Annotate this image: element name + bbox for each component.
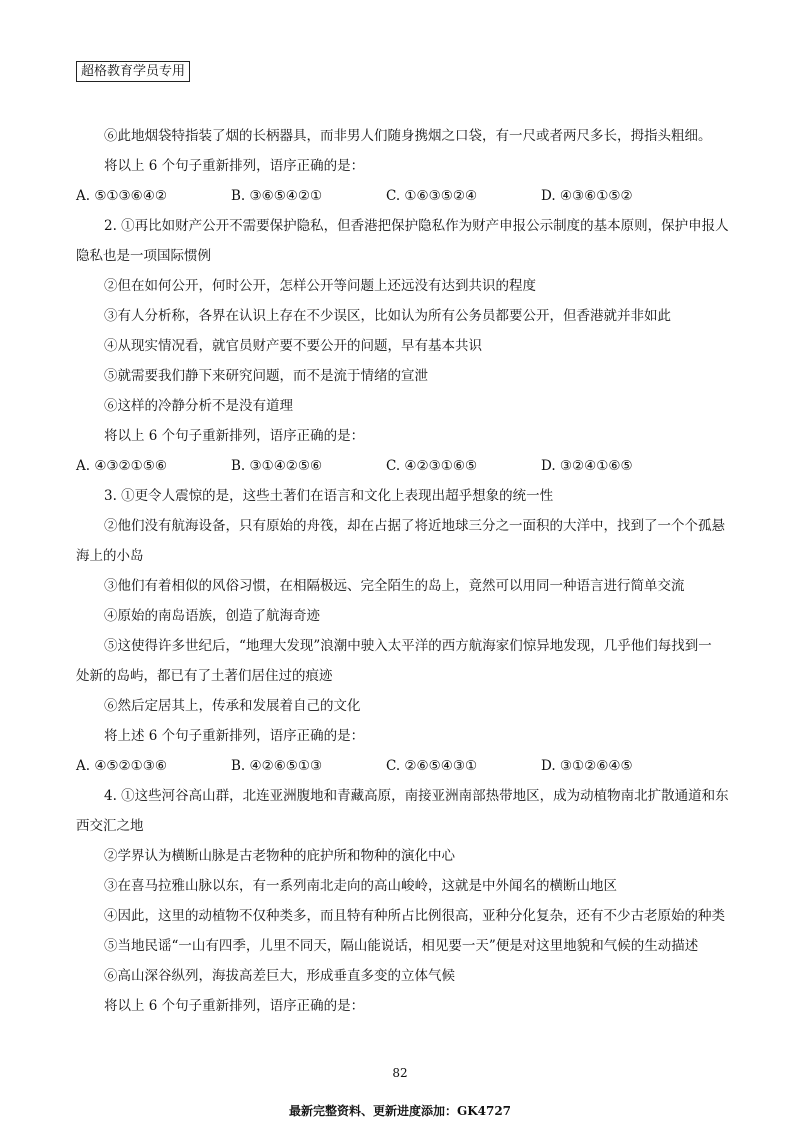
- option-d: D. ④③⑥①⑤②: [541, 188, 633, 204]
- header-label: 超格教育学员专用: [76, 61, 190, 82]
- text-line: 西交汇之地: [76, 818, 144, 834]
- text-line: ②他们没有航海设备，只有原始的舟筏，却在占据了将近地球三分之一面积的大洋中，找到了一个个孤悬: [104, 518, 725, 534]
- text-line: ④从现实情况看，就官员财产要不要公开的问题，早有基本共识: [104, 338, 482, 354]
- text-line: 将以上 6 个句子重新排列，语序正确的是：: [104, 428, 365, 444]
- text-line: 将以上 6 个句子重新排列，语序正确的是：: [104, 158, 365, 174]
- text-line: 将上述 6 个句子重新排列，语序正确的是：: [104, 728, 365, 744]
- text-line: 2. ①再比如财产公开不需要保护隐私，但香港把保护隐私作为财产申报公示制度的基本原则，保护申报人: [104, 218, 729, 234]
- text-line: ④原始的南岛语族，创造了航海奇迹: [104, 608, 320, 624]
- option-c: C. ①⑥③⑤②④: [386, 188, 478, 204]
- footer-note: 最新完整资料、更新进度添加：GK4727: [288, 1104, 512, 1118]
- text-line: ⑤就需要我们静下来研究问题，而不是流于情绪的宣泄: [104, 368, 428, 384]
- text-line: ⑥高山深谷纵列，海拔高差巨大，形成垂直多变的立体气候: [104, 968, 455, 984]
- text-line: ③在喜马拉雅山脉以东，有一系列南北走向的高山峻岭，这就是中外闻名的横断山地区: [104, 878, 617, 894]
- option-b: B. ③①④②⑤⑥: [231, 458, 323, 474]
- text-line: 将以上 6 个句子重新排列，语序正确的是：: [104, 998, 365, 1014]
- text-line: ③有人分析称，各界在认识上存在不少误区，比如认为所有公务员都要公开，但香港就并非如此: [104, 308, 671, 324]
- option-d: D. ③②④①⑥⑤: [541, 458, 633, 474]
- text-line: ⑥然后定居其上，传承和发展着自己的文化: [104, 698, 361, 714]
- text-line: 4. ①这些河谷高山群，北连亚洲腹地和青藏高原，南接亚洲南部热带地区，成为动植物南北扩散通道和东: [104, 788, 729, 804]
- option-c: C. ②⑥⑤④③①: [386, 758, 478, 774]
- option-a: A. ④③②①⑤⑥: [76, 458, 167, 474]
- text-line: 海上的小岛: [76, 548, 144, 564]
- option-a: A. ⑤①③⑥④②: [76, 188, 167, 204]
- text-line: ④因此，这里的动植物不仅种类多，而且特有种所占比例很高，亚种分化复杂，还有不少古老原始的种类: [104, 908, 725, 924]
- text-line: 3. ①更令人震惊的是，这些土著们在语言和文化上表现出超乎想象的统一性: [104, 488, 554, 504]
- text-line: ⑤这使得许多世纪后，“地理大发现”浪潮中驶入太平洋的西方航海家们惊异地发现，几乎他们每找到一: [104, 638, 712, 654]
- text-line: ⑤当地民谣“一山有四季，儿里不同天，隔山能说话，相见要一天”便是对这里地貌和气候的生动描述: [104, 938, 699, 954]
- text-line: ③他们有着相似的风俗习惯，在相隔极远、完全陌生的岛上，竟然可以用同一种语言进行简单交流: [104, 578, 685, 594]
- text-line: 隐私也是一项国际惯例: [76, 248, 211, 264]
- option-a: A. ④⑤②①③⑥: [76, 758, 167, 774]
- option-b: B. ④②⑥⑤①③: [231, 758, 323, 774]
- option-c: C. ④②③①⑥⑤: [386, 458, 478, 474]
- option-d: D. ③①②⑥④⑤: [541, 758, 633, 774]
- page-number: 82: [392, 1066, 408, 1080]
- option-b: B. ③⑥⑤④②①: [231, 188, 323, 204]
- text-line: 处新的岛屿，都已有了土著们居住过的痕迹: [76, 668, 333, 684]
- text-line: ②但在如何公开，何时公开，怎样公开等问题上还远没有达到共识的程度: [104, 278, 536, 294]
- text-line: ⑥这样的冷静分析不是没有道理: [104, 398, 293, 414]
- text-line: ②学界认为横断山脉是古老物种的庇护所和物种的演化中心: [104, 848, 455, 864]
- text-line: ⑥此地烟袋特指装了烟的长柄器具，而非男人们随身携烟之口袋，有一尺或者两尺多长，拇指头粗细。: [104, 128, 712, 144]
